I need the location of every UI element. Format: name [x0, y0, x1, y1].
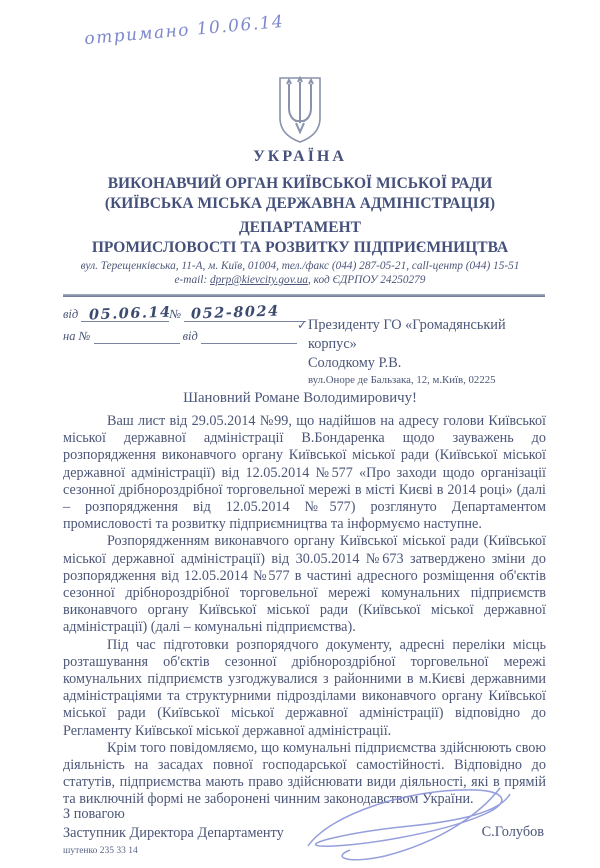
postal-address-line: вул. Терещенківська, 11-А, м. Київ, 01004, тел./факс (044) 287-05-21, call-центр (044) 15-51	[80, 260, 520, 272]
recipient-title-line2: корпус»	[308, 336, 357, 352]
salutation: Шановний Романе Володимировичу!	[183, 390, 417, 406]
handwritten-number: 052-8024	[190, 302, 280, 323]
signer-name: С.Голубов	[481, 824, 544, 840]
contact-info	[0, 259, 600, 287]
organization-name	[0, 174, 600, 214]
recipient-title-line1: Президенту ГО «Громадянський	[308, 317, 506, 333]
organization-line2: (КИЇВСЬКА МІСЬКА ДЕРЖАВНА АДМІНІСТРАЦІЯ)	[104, 195, 496, 212]
outgoing-reference-row	[63, 302, 303, 324]
checkmark-icon: ✓	[297, 318, 308, 332]
letter-body	[63, 413, 546, 809]
handwritten-received-note: отримано 10.06.14	[83, 11, 286, 50]
recipient-block	[297, 316, 558, 388]
header-divider-line	[63, 294, 545, 297]
recipient-name: Солодкому Р.В.	[308, 355, 402, 371]
reply-date-blank-line	[201, 331, 297, 344]
executor-reference: шутенко 235 33 14	[63, 846, 138, 856]
closing-block	[63, 805, 284, 843]
incoming-reference-row	[63, 329, 303, 344]
edrpou-code: , код ЄДРПОУ 24250279	[308, 274, 426, 286]
reply-label: на №	[63, 329, 91, 343]
from-label: від	[63, 307, 79, 321]
signer-position: Заступник Директора Департаменту	[63, 825, 284, 841]
email-address: dprp@kievcity.gov.ua	[209, 274, 308, 286]
paragraph-1: Ваш лист від 29.05.2014 №99, що надійшов на адресу голови Київської міської державної адміністрації В.Бондаренка щодо зауважень до розпорядження виконавчого органу Київської міської ради (Київської міської державної адміністрації) від 12.05.2014 №577 «Про заходи щодо організації сезонної дрібнороздрібної торговельної мережі в місті Києві в 2014 році» (далі – розпорядження від 12.05.2014 №577) розглянуто Департаментом промисловості та розвитку підприємництва та інформуємо наступне.	[63, 413, 546, 533]
reply-number-blank-line	[94, 331, 180, 344]
country-name: УКРАЇНА	[253, 148, 347, 165]
paragraph-4: Крім того повідомляємо, що комунальні підприємства здійснюють свою діяльність на засадах повної господарської самостійності. Відповідно до статутів, підприємства мають право здійснювати види діяльності, які в прямій та виключній формі не заборонені чинним законодавством України.	[63, 739, 546, 808]
paragraph-2: Розпорядженням виконавчого органу Київської міської ради (Київської міської державної адміністрації) від 30.05.2014 №673 затверджено зміни до розпорядження від 12.05.2014 №577 в частині адресного розміщення об'єктів сезонної дрібнороздрібної торговельної мережі комунальних підприємств виконавчого органу Київської міської ради (Київської міської державної адміністрації) (далі – комунальні підприємства).	[63, 533, 546, 636]
paragraph-3: Під час підготовки розпорядчого документу, адресні переліки місць розташування об'єктів сезонної дрібнороздрібної торговельної мережі комунальних підприємств узгоджувалися з районними в м.Києві державними адміністраціями та структурними підрозділами виконавчого органу Київської міської ради (Київської міської державної адміністрації) відповідно до Регламенту Київської міської державної адміністрації.	[63, 636, 546, 739]
reply-from-label: від	[182, 329, 198, 343]
department-name	[0, 218, 600, 258]
ukraine-trident-emblem-icon	[273, 76, 327, 149]
reference-number-block	[63, 302, 303, 351]
email-line	[0, 273, 600, 287]
organization-line1: ВИКОНАВЧИЙ ОРГАН КИЇВСЬКОЇ МІСЬКОЇ РАДИ	[107, 175, 493, 192]
department-line1: ДЕПАРТАМЕНТ	[238, 219, 362, 236]
number-label: №	[169, 307, 182, 321]
handwritten-date: 05.06.14	[88, 303, 172, 324]
recipient-address: вул.Оноре де Бальзака, 12, м.Київ, 02225	[308, 374, 496, 386]
closing-regards: З повагою	[63, 806, 125, 822]
email-label: e-mail:	[174, 274, 210, 286]
department-line2: ПРОМИСЛОВОСТІ ТА РОЗВИТКУ ПІДПРИЄМНИЦТВА	[91, 239, 509, 256]
